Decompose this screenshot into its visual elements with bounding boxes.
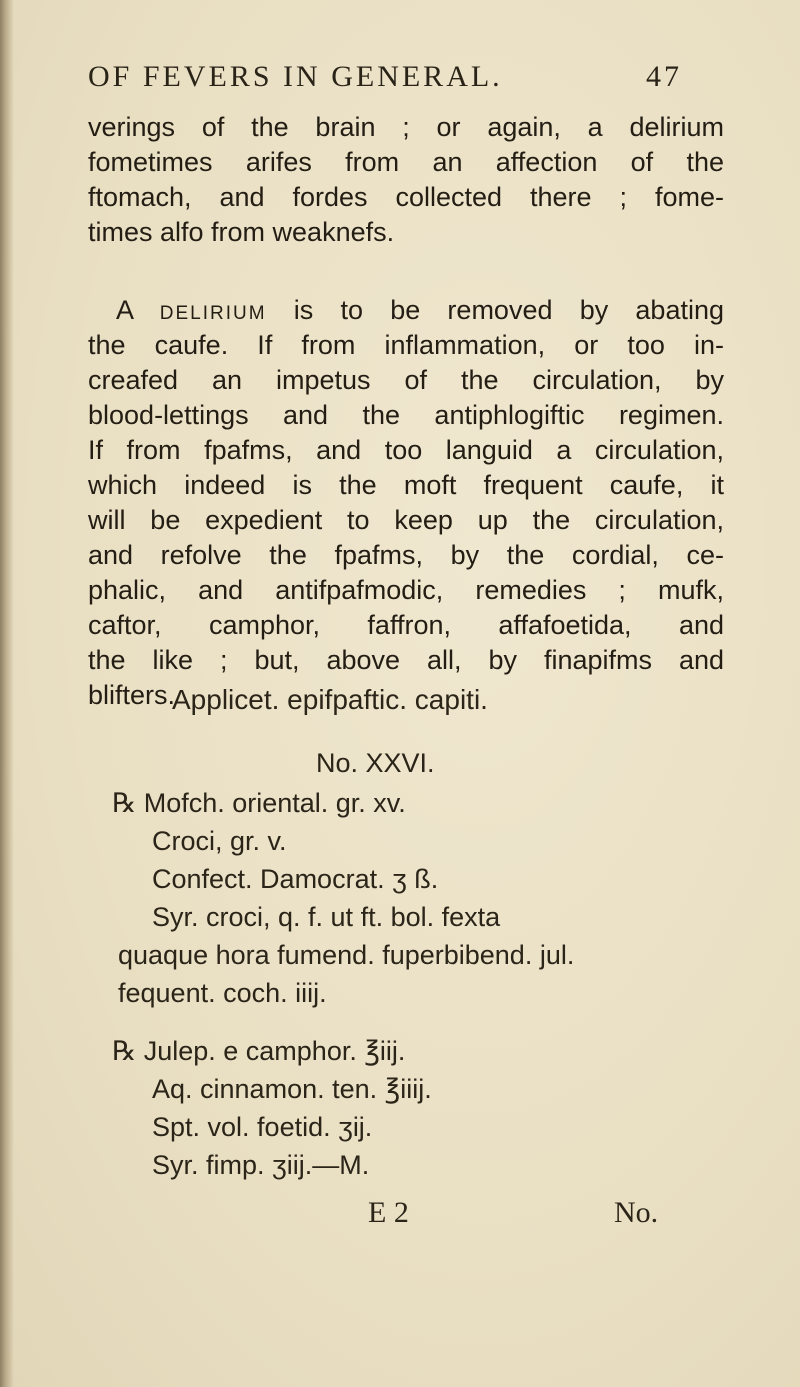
text-line: which indeed is the moft frequent caufe, it: [88, 470, 724, 500]
recipe-line: Spt. vol. foetid. ʒij.: [152, 1112, 373, 1142]
lead-smallcaps: delirium: [159, 295, 267, 325]
recipe-line: Syr. croci, q. f. ut ft. bol. fexta: [152, 902, 501, 932]
running-title: OF FEVERS IN GENERAL.: [88, 60, 503, 93]
recipe-line: ℞ Mofch. oriental. gr. xv.: [112, 788, 406, 818]
text-line: the caufe. If from inflammation, or too in-: [88, 330, 724, 360]
recipe-line: fequent. coch. iiij.: [118, 978, 327, 1008]
signature-mark: E 2: [368, 1196, 409, 1229]
lead-word: A: [116, 295, 133, 325]
page-number: 47: [646, 60, 682, 93]
recipe-number: No. XXVI.: [316, 748, 435, 778]
recipe-line: ℞ Julep. e camphor. ℥iij.: [112, 1036, 406, 1066]
text-line: If from fpafms, and too languid a circulation,: [88, 435, 724, 465]
text-line: blifters.: [88, 680, 176, 710]
text-line: phalic, and antifpafmodic, remedies ; mufk,: [88, 575, 724, 605]
text-line: will be expedient to keep up the circulation,: [88, 505, 724, 535]
recipe-line: Syr. fimp. ʒiij.—M.: [152, 1150, 370, 1180]
text-line: times alfo from weaknefs.: [88, 217, 395, 247]
recipe-line: Croci, gr. v.: [152, 826, 287, 856]
text-line: fometimes arifes from an affection of the: [88, 147, 724, 177]
text-line: blood-lettings and the antiphlogiftic regimen.: [88, 400, 724, 430]
text-line: caftor, camphor, faffron, affafoetida, and: [88, 610, 724, 640]
catchword: No.: [614, 1196, 659, 1229]
recipe-line: quaque hora fumend. fuperbibend. jul.: [118, 940, 575, 970]
recipe-line: Confect. Damocrat. ʒ ß.: [152, 864, 439, 894]
text-line: and refolve the fpafms, by the cordial, ce-: [88, 540, 724, 570]
page-header: [88, 60, 708, 104]
text-line: verings of the brain ; or again, a delirium: [88, 112, 724, 142]
text-line: creafed an impetus of the circulation, by: [88, 365, 724, 395]
text-line: the like ; but, above all, by finapifms and: [88, 645, 724, 675]
applicet-line: Applicet. epifpaftic. capiti.: [172, 684, 488, 715]
paragraph-continued: [88, 110, 724, 250]
text-line-first: [88, 293, 724, 328]
recipe-line: Aq. cinnamon. ten. ℥iiij.: [152, 1074, 432, 1104]
text-line: ftomach, and fordes collected there ; fome-: [88, 182, 724, 212]
paragraph-delirium: [88, 293, 724, 713]
first-line-rest: is to be removed by abating: [293, 295, 724, 325]
